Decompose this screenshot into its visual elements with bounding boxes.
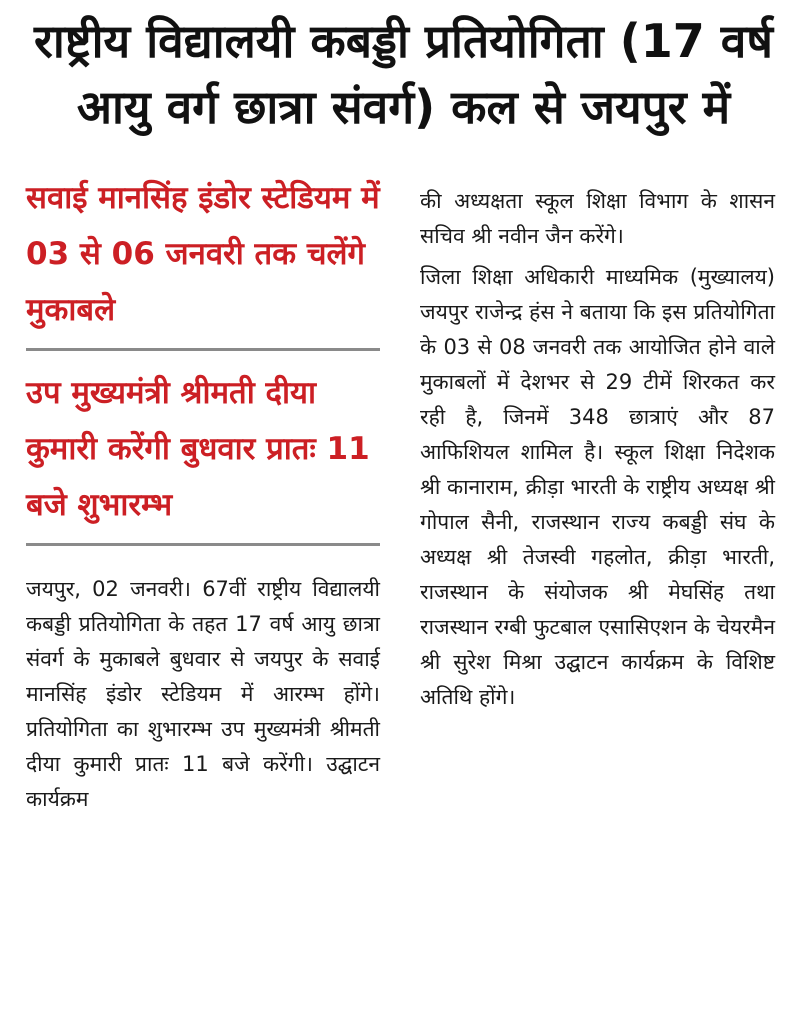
left-column (26, 170, 380, 817)
headline: राष्ट्रीय विद्यालयी कबड्डी प्रतियोगिता (17 वर्ष आयु वर्ग छात्रा संवर्ग) कल से जयपुर में (34, 14, 773, 134)
body-paragraph-right-1: की अध्यक्षता स्कूल शिक्षा विभाग के शासन सचिव श्री नवीन जैन करेंगे। (420, 189, 775, 248)
right-column (420, 184, 775, 715)
body-paragraph-left: जयपुर, 02 जनवरी। 67वीं राष्ट्रीय विद्यालयी कबड्डी प्रतियोगिता के तहत 17 वर्ष आयु छात्रा संवर्ग के मुकाबले बुधवार से जयपुर के सवाई मानसिंह इंडोर स्टेडियम में आरम्भ होंगे। प्रतियोगिता का शुभारम्भ उप मुख्यमंत्री श्रीमती दीया कुमारी प्रातः 11 बजे करेंगी। उद्घाटन कार्यक्रम (26, 577, 380, 811)
body-paragraph-right-2: जिला शिक्षा अधिकारी माध्यमिक (मुख्यालय) जयपुर राजेन्द्र हंस ने बताया कि इस प्रतियोगिता के 03 से 08 जनवरी तक आयोजित होने वाले मुकाबलों में देशभर से 29 टीमें शिरकत कर रही है, जिनमें 348 छात्राएं और 87 आफिशियल शामिल है। स्कूल शिक्षा निदेशक श्री कानाराम, क्रीड़ा भारती के राष्ट्रीय अध्यक्ष श्री गोपाल सैनी, राजस्थान राज्य कबड्डी संघ के अध्यक्ष श्री तेजस्वी गहलोत, क्रीड़ा भारती, राजस्थान के संयोजक श्री मेघसिंह तथा राजस्थान रग्बी फुटबाल एसासिएशन के चेयरमैन श्री सुरेश मिश्रा उद्घाटन कार्यक्रम के विशिष्ट अतिथि होंगे। (420, 265, 775, 709)
divider-rule (26, 348, 380, 351)
divider-rule (26, 543, 380, 546)
subheadline-inauguration: उप मुख्यमंत्री श्रीमती दीया कुमारी करेंगी बुधवार प्रातः 11 बजे शुभारम्भ (26, 375, 370, 523)
subheadline-venue: सवाई मानसिंह इंडोर स्टेडियम में 03 से 06 जनवरी तक चलेंगे मुकाबले (26, 180, 380, 328)
